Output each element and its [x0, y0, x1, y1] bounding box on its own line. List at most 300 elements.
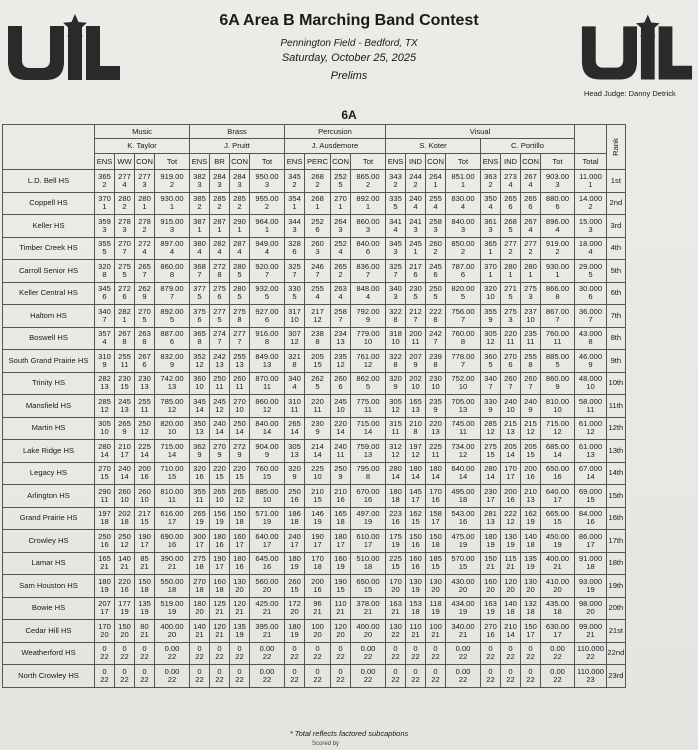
score-rank: 6 [433, 269, 438, 279]
score-value: 282 [98, 374, 111, 384]
score-cell [95, 642, 115, 665]
score-rank: 22 [235, 674, 244, 684]
score-rank: 17 [120, 449, 129, 459]
score-cell [305, 305, 331, 328]
score-cell [135, 642, 155, 665]
total-cell [575, 395, 607, 418]
score-cell [285, 530, 305, 553]
score-rank: 13 [431, 427, 440, 437]
score-value: 272 [118, 284, 131, 294]
score-rank: 20 [553, 584, 562, 594]
score-value: 140 [118, 554, 131, 564]
score-rank: 20 [195, 607, 204, 617]
score-value: 240 [504, 396, 517, 406]
score-value: 250 [138, 419, 151, 429]
score-value: 665.00 [545, 509, 570, 519]
score-cell [305, 327, 331, 350]
total-rank: 17 [586, 539, 595, 549]
score-cell [190, 327, 210, 350]
score-value: 265 [193, 509, 206, 519]
score-rank: 17 [363, 539, 373, 549]
total-cell [575, 552, 607, 575]
score-value: 840.00 [356, 239, 380, 249]
score-cell [501, 485, 521, 508]
score-rank: 6 [122, 292, 127, 302]
score-value: 760.00 [451, 329, 475, 339]
score-cell [351, 305, 386, 328]
score-value: 820.00 [451, 284, 475, 294]
table-row [3, 485, 626, 508]
score-value: 165 [334, 509, 347, 519]
score-rank: 4 [197, 247, 202, 257]
subcaption-header: Tot [250, 154, 285, 170]
score-rank: 19 [120, 607, 129, 617]
score-rank: 17 [235, 539, 244, 549]
score-rank: 22 [262, 652, 272, 662]
score-cell [115, 372, 135, 395]
score-value: 705.00 [451, 396, 475, 406]
score-rank: 15 [120, 382, 129, 392]
table-row [3, 282, 626, 305]
score-cell [521, 260, 541, 283]
score-cell [230, 642, 250, 665]
score-cell [230, 372, 250, 395]
score-rank: 20 [391, 584, 400, 594]
score-rank: 18 [336, 517, 345, 527]
final-rank: 6th [607, 282, 626, 305]
score-cell [135, 530, 155, 553]
score-value: 354 [288, 194, 301, 204]
score-value: 190 [138, 531, 151, 541]
score-cell [386, 260, 406, 283]
score-value: 270 [138, 306, 151, 316]
score-value: 260 [504, 374, 517, 384]
score-value: 375 [193, 306, 206, 316]
score-rank: 9 [292, 472, 297, 482]
score-rank: 16 [363, 494, 373, 504]
score-rank: 7 [528, 382, 533, 392]
signature-line: Scored by [312, 741, 340, 747]
score-rank: 7 [460, 359, 466, 369]
score-cell [210, 192, 230, 215]
score-value: 100 [429, 621, 442, 631]
score-rank: 18 [363, 562, 373, 572]
score-value: 210 [311, 486, 324, 496]
score-cell [406, 192, 426, 215]
total-cell [575, 192, 607, 215]
score-cell [135, 215, 155, 238]
score-rank: 13 [215, 359, 224, 369]
score-cell [135, 485, 155, 508]
score-cell [446, 350, 481, 373]
score-value: 0 [488, 666, 493, 676]
score-value: 865.00 [356, 171, 380, 181]
score-value: 787.00 [451, 261, 475, 271]
score-rank: 12 [391, 404, 400, 414]
score-cell [521, 530, 541, 553]
score-cell [426, 507, 446, 530]
score-value: 320 [193, 464, 206, 474]
score-rank: 11 [168, 494, 176, 504]
score-value: 320 [98, 261, 111, 271]
score-cell [386, 462, 406, 485]
total-value: 14.000 [578, 194, 603, 204]
score-rank: 15 [526, 449, 535, 459]
score-value: 202 [118, 509, 131, 519]
score-rank: 1 [555, 269, 560, 279]
score-rank: 15 [313, 494, 322, 504]
score-cell [446, 507, 481, 530]
score-value: 225 [138, 441, 151, 451]
score-rank: 18 [526, 539, 535, 549]
score-cell [95, 305, 115, 328]
score-rank: 14 [431, 472, 440, 482]
score-cell [426, 260, 446, 283]
score-cell [95, 215, 115, 238]
score-rank: 17 [431, 517, 440, 527]
score-rank: 5 [217, 314, 222, 324]
score-rank: 5 [102, 247, 107, 257]
score-value: 387 [193, 216, 206, 226]
score-cell [95, 485, 115, 508]
score-rank: 1 [488, 247, 493, 257]
score-rank: 7 [433, 337, 438, 347]
score-value: 250 [429, 284, 442, 294]
contest-title: 6A Area B Marching Band Contest [219, 12, 479, 29]
score-value: 759.00 [356, 441, 380, 451]
score-rank: 13 [486, 517, 495, 527]
score-cell [305, 215, 331, 238]
score-value: 200 [409, 329, 422, 339]
score-value: 244 [409, 171, 422, 181]
score-rank: 7 [102, 314, 107, 324]
score-cell [406, 305, 426, 328]
score-cell [446, 462, 481, 485]
score-rank: 7 [338, 314, 343, 324]
score-value: 0.00 [259, 666, 275, 676]
score-cell [351, 192, 386, 215]
score-cell [386, 372, 406, 395]
score-cell [250, 665, 285, 688]
score-cell [351, 260, 386, 283]
score-value: 475.00 [451, 531, 475, 541]
score-cell [285, 485, 305, 508]
score-cell [406, 215, 426, 238]
score-value: 904.00 [255, 441, 279, 451]
score-rank: 18 [313, 562, 322, 572]
score-value: 217 [409, 261, 422, 271]
score-rank: 16 [215, 539, 224, 549]
score-cell [305, 237, 331, 260]
score-cell [501, 575, 521, 598]
score-cell [210, 282, 230, 305]
final-rank: 15th [607, 485, 626, 508]
score-cell [305, 395, 331, 418]
score-cell [386, 597, 406, 620]
score-value: 0 [142, 666, 147, 676]
score-rank: 14 [458, 472, 468, 482]
score-rank: 18 [506, 607, 515, 617]
score-cell [115, 620, 135, 643]
score-rank: 15 [391, 562, 400, 572]
score-cell [305, 260, 331, 283]
score-value: 640.00 [255, 531, 279, 541]
score-cell [541, 350, 575, 373]
score-value: 310 [288, 396, 301, 406]
score-cell [426, 372, 446, 395]
score-value: 317 [288, 306, 301, 316]
score-cell [501, 440, 521, 463]
score-rank: 21 [140, 562, 149, 572]
score-rank: 18 [431, 539, 440, 549]
score-cell [406, 350, 426, 373]
score-value: 163 [389, 599, 402, 609]
score-value: 180 [193, 599, 206, 609]
score-rank: 22 [506, 674, 515, 684]
score-value: 265 [213, 486, 226, 496]
score-rank: 4 [264, 247, 270, 257]
total-value: 61.000 [578, 441, 603, 451]
score-rank: 16 [100, 539, 109, 549]
score-cell [135, 462, 155, 485]
score-rank: 10 [363, 337, 373, 347]
score-value: 400.00 [160, 621, 184, 631]
score-cell [190, 305, 210, 328]
score-rank: 8 [413, 427, 418, 437]
score-cell [210, 552, 230, 575]
score-rank: 15 [313, 359, 322, 369]
table-row [3, 327, 626, 350]
score-rank: 12 [411, 449, 420, 459]
score-cell [155, 305, 190, 328]
score-cell [210, 237, 230, 260]
judge-name: S. Koter [386, 139, 481, 154]
final-rank: 20th [607, 597, 626, 620]
table-row [3, 552, 626, 575]
score-value: 230 [429, 374, 442, 384]
score-value: 320 [484, 284, 497, 294]
score-value: 340 [98, 306, 111, 316]
score-value: 955.00 [255, 194, 279, 204]
score-rank: 11 [411, 337, 420, 347]
score-value: 170 [311, 554, 324, 564]
score-cell [446, 552, 481, 575]
score-value: 350 [484, 194, 497, 204]
score-value: 779.00 [356, 329, 380, 339]
score-value: 385 [193, 194, 206, 204]
score-cell [190, 552, 210, 575]
score-value: 135 [524, 554, 537, 564]
final-rank: 2nd [607, 192, 626, 215]
score-rank: 12 [553, 427, 562, 437]
score-rank: 8 [433, 359, 438, 369]
score-cell [210, 507, 230, 530]
score-value: 263 [138, 329, 151, 339]
score-rank: 7 [460, 314, 466, 324]
score-value: 365 [98, 171, 111, 181]
score-value: 175 [389, 531, 402, 541]
score-value: 0 [217, 644, 222, 654]
score-cell [426, 597, 446, 620]
score-cell [406, 395, 426, 418]
score-rank: 10 [553, 404, 562, 414]
school-name: Martin HS [3, 417, 95, 440]
score-rank: 18 [120, 517, 129, 527]
score-cell [250, 597, 285, 620]
score-value: 238 [311, 329, 324, 339]
score-rank: 3 [122, 224, 127, 234]
score-cell [446, 620, 481, 643]
score-rank: 18 [195, 584, 204, 594]
head-judge: Head Judge: Danny Detrick [584, 89, 676, 98]
score-rank: 17 [553, 494, 562, 504]
table-row [3, 260, 626, 283]
score-cell [285, 215, 305, 238]
score-rank: 1 [142, 202, 147, 212]
score-cell [351, 327, 386, 350]
score-rank: 19 [363, 517, 373, 527]
score-cell [481, 575, 501, 598]
score-value: 265 [288, 419, 301, 429]
school-name: Bowie HS [3, 597, 95, 620]
score-value: 162 [409, 509, 422, 519]
final-rank: 14th [607, 462, 626, 485]
score-rank: 19 [140, 607, 149, 617]
score-value: 212 [409, 306, 422, 316]
score-rank: 10 [100, 427, 109, 437]
final-rank: 7th [607, 305, 626, 328]
score-value: 320 [288, 464, 301, 474]
score-cell [541, 642, 575, 665]
score-value: 715.00 [545, 419, 570, 429]
final-rank: 16th [607, 507, 626, 530]
score-rank: 7 [413, 314, 418, 324]
score-rank: 22 [458, 652, 468, 662]
total-value: 110.000 [577, 666, 604, 676]
score-value: 616.00 [160, 509, 184, 519]
score-cell [541, 260, 575, 283]
score-rank: 15 [553, 517, 562, 527]
score-cell [95, 597, 115, 620]
score-cell [406, 530, 426, 553]
subcaption-header: ENS [190, 154, 210, 170]
score-rank: 9 [197, 449, 202, 459]
score-value: 851.00 [451, 171, 475, 181]
score-cell [501, 192, 521, 215]
score-cell [250, 170, 285, 193]
score-cell [426, 575, 446, 598]
score-rank: 8 [460, 337, 466, 347]
score-value: 130 [389, 621, 402, 631]
subcaption-header: ENS [481, 154, 501, 170]
score-cell [230, 192, 250, 215]
score-rank: 5 [264, 292, 270, 302]
score-cell [285, 192, 305, 215]
score-cell [446, 237, 481, 260]
score-cell [230, 462, 250, 485]
score-rank: 22 [411, 674, 420, 684]
score-rank: 10 [313, 472, 322, 482]
score-cell [135, 575, 155, 598]
score-cell [406, 485, 426, 508]
score-cell [115, 237, 135, 260]
score-rank: 5 [460, 292, 466, 302]
score-cell [386, 305, 406, 328]
score-rank: 9 [488, 314, 493, 324]
score-value: 352 [193, 351, 206, 361]
subcaption-header: CON [135, 154, 155, 170]
score-cell [285, 170, 305, 193]
score-cell [331, 305, 351, 328]
score-rank: 16 [431, 494, 440, 504]
score-rank: 18 [140, 584, 149, 594]
score-rank: 22 [195, 652, 204, 662]
score-value: 160 [409, 554, 422, 564]
score-cell [406, 462, 426, 485]
score-cell [305, 350, 331, 373]
score-rank: 4 [315, 292, 320, 302]
score-rank: 10 [336, 404, 345, 414]
score-value: 197 [409, 441, 422, 451]
total-cell [575, 260, 607, 283]
score-cell [155, 440, 190, 463]
score-cell [155, 260, 190, 283]
score-value: 862.00 [356, 374, 380, 384]
score-value: 0 [413, 666, 418, 676]
score-value: 840.00 [451, 216, 475, 226]
score-cell [426, 620, 446, 643]
score-value: 964.00 [255, 216, 279, 226]
score-cell [351, 462, 386, 485]
total-header: Total [575, 154, 607, 170]
score-cell [95, 530, 115, 553]
score-value: 252 [334, 239, 347, 249]
score-cell [446, 440, 481, 463]
total-value: 86.000 [578, 531, 603, 541]
score-rank: 14 [313, 449, 322, 459]
score-cell [481, 192, 501, 215]
score-cell [426, 440, 446, 463]
score-value: 0.00 [360, 666, 376, 676]
score-rank: 19 [506, 539, 515, 549]
score-cell [230, 260, 250, 283]
score-cell [155, 575, 190, 598]
score-cell [541, 620, 575, 643]
score-cell [481, 462, 501, 485]
score-rank: 7 [142, 269, 147, 279]
score-value: 370 [484, 261, 497, 271]
score-cell [331, 507, 351, 530]
score-value: 742.00 [160, 374, 184, 384]
score-rank: 22 [120, 652, 129, 662]
score-value: 130 [429, 576, 442, 586]
score-rank: 8 [393, 359, 398, 369]
score-rank: 7 [122, 247, 127, 257]
score-value: 80 [140, 621, 149, 631]
score-value: 0 [508, 666, 513, 676]
score-cell [406, 665, 426, 688]
total-rank: 2 [588, 202, 593, 212]
score-value: 0.00 [550, 666, 565, 676]
score-value: 234 [334, 329, 347, 339]
score-rank: 11 [235, 382, 244, 392]
score-value: 197 [98, 509, 111, 519]
score-rank: 9 [555, 382, 560, 392]
score-rank: 22 [313, 652, 322, 662]
subcaption-header: CON [230, 154, 250, 170]
total-value: 69.000 [578, 486, 603, 496]
score-rank: 11 [290, 404, 299, 414]
